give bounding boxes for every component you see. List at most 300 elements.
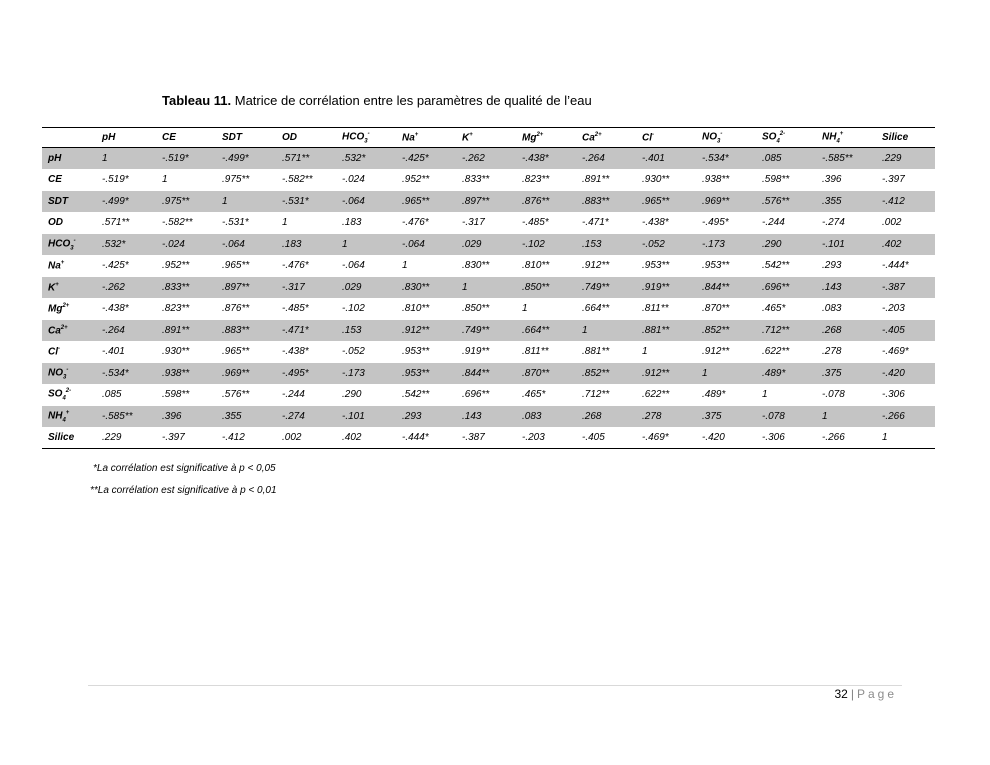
column-header-base: pH (102, 132, 116, 143)
row-label-superscript: + (55, 281, 59, 288)
table-row-sdt (42, 191, 935, 213)
correlation-cell: .881** (582, 346, 610, 358)
correlation-cell: -.401 (636, 148, 696, 170)
correlation-cell: .897** (216, 277, 276, 299)
correlation-cell: .002 (276, 427, 336, 449)
correlation-cell: -.064 (336, 191, 396, 213)
correlation-cell: -.438* (642, 217, 669, 229)
correlation-cell: -.317 (276, 277, 336, 299)
correlation-cell: .852** (696, 320, 756, 342)
correlation-cell: .542** (402, 389, 430, 401)
column-header-base: HCO (342, 131, 365, 143)
correlation-cell: -.064 (396, 234, 456, 256)
correlation-cell: -.476* (282, 260, 309, 272)
correlation-cell: 1 (402, 260, 408, 272)
correlation-cell: .183 (342, 217, 362, 229)
caption-text: Matrice de corrélation entre les paramètres de qualité de l’eau (231, 93, 592, 108)
row-label-superscript: - (73, 237, 76, 244)
row-label (42, 277, 96, 299)
correlation-cell: -.203 (516, 427, 576, 449)
row-label-base: Ca (48, 324, 61, 336)
correlation-cell: .465* (522, 389, 546, 401)
correlation-cell: 1 (696, 363, 756, 385)
table-row-ce (42, 169, 935, 191)
correlation-cell: .622** (762, 346, 790, 358)
correlation-cell: -.499* (216, 148, 276, 170)
correlation-cell: -.102 (342, 303, 365, 315)
page-number: 32 (834, 687, 848, 701)
correlation-cell: -.405 (876, 320, 935, 342)
column-header-superscript: - (367, 130, 370, 137)
correlation-cell: .696** (756, 277, 816, 299)
row-label-superscript: + (65, 409, 70, 416)
correlation-cell: -.425* (102, 260, 129, 272)
row-label (42, 169, 96, 191)
correlation-cell: .290 (756, 234, 816, 256)
row-label (42, 427, 96, 449)
table-row-ca (42, 320, 935, 342)
correlation-cell: .402 (876, 234, 935, 256)
correlation-cell: .891** (582, 174, 610, 186)
row-label-base: NO (48, 366, 63, 378)
correlation-cell: .375 (816, 363, 876, 385)
correlation-cell: 1 (762, 389, 768, 401)
row-label-base: Silice (48, 432, 75, 443)
correlation-cell: .664** (582, 303, 610, 315)
correlation-cell: .396 (822, 174, 842, 186)
correlation-cell: .830** (396, 277, 456, 299)
row-label-base: SO (48, 388, 63, 400)
correlation-cell: -.495* (702, 217, 729, 229)
row-label-subscript: 3 (63, 373, 67, 380)
correlation-cell: .912** (702, 346, 730, 358)
correlation-cell: -.582** (162, 217, 193, 229)
correlation-cell: .571** (102, 217, 130, 229)
correlation-cell: -.101 (336, 406, 396, 428)
row-label (42, 341, 96, 363)
column-header-ca (576, 128, 636, 148)
correlation-cell: -.317 (462, 217, 485, 229)
table-row-so (42, 384, 935, 406)
page-word: Page (856, 687, 897, 701)
correlation-cell: .850** (462, 303, 490, 315)
correlation-cell: -.064 (216, 234, 276, 256)
correlation-cell: .083 (516, 406, 576, 428)
table-row-no (42, 363, 935, 385)
correlation-cell: .278 (636, 406, 696, 428)
correlation-cell: .489* (756, 363, 816, 385)
correlation-cell: -.266 (876, 406, 935, 428)
row-label-superscript: 2- (65, 388, 72, 395)
correlation-cell: -.412 (216, 427, 276, 449)
correlation-cell: .002 (882, 217, 902, 229)
row-label (42, 298, 96, 320)
correlation-cell: -.024 (156, 234, 216, 256)
correlation-cell: 1 (282, 217, 288, 229)
table-row-hco (42, 234, 935, 256)
correlation-cell: 1 (816, 406, 876, 428)
correlation-cell: -.519* (102, 174, 129, 186)
correlation-cell: 1 (162, 174, 168, 186)
column-header-subscript: 3 (364, 138, 368, 145)
correlation-cell: -.420 (876, 363, 935, 385)
correlation-cell: .085 (102, 389, 122, 401)
correlation-cell: -.264 (576, 148, 636, 170)
row-label-superscript: 2+ (60, 324, 68, 331)
table-row-k (42, 277, 935, 299)
correlation-cell: -.469* (636, 427, 696, 449)
correlation-cell: -.438* (102, 303, 129, 315)
correlation-cell: .823** (162, 303, 190, 315)
column-header-od (276, 128, 336, 148)
row-label-superscript: 2+ (62, 303, 70, 310)
correlation-cell: -.531* (222, 217, 249, 229)
correlation-cell: .811** (642, 303, 669, 315)
row-label (42, 212, 96, 234)
correlation-cell: -.203 (882, 303, 905, 315)
row-label-base: Mg (48, 303, 63, 315)
correlation-cell: .749** (576, 277, 636, 299)
column-header-base: NO (702, 131, 717, 143)
correlation-cell: .278 (822, 346, 842, 358)
correlation-cell: -.401 (102, 346, 125, 358)
correlation-cell: .542** (762, 260, 790, 272)
column-header-base: SDT (222, 132, 242, 143)
correlation-cell: .576** (222, 389, 250, 401)
column-header-mg (516, 128, 576, 148)
correlation-cell: -.274 (822, 217, 845, 229)
correlation-cell: .749** (456, 320, 516, 342)
correlation-cell: 1 (456, 277, 516, 299)
correlation-cell: .598** (162, 389, 190, 401)
correlation-cell: -.412 (876, 191, 935, 213)
row-label-subscript: 4 (62, 395, 66, 402)
correlation-cell: .850** (516, 277, 576, 299)
correlation-cell: -.064 (342, 260, 365, 272)
correlation-cell: .881** (636, 320, 696, 342)
column-header-base: Na (402, 132, 415, 144)
correlation-cell: -.471* (276, 320, 336, 342)
column-header-nh (816, 128, 876, 148)
correlation-cell: -.469* (882, 346, 909, 358)
correlation-cell: .532* (96, 234, 156, 256)
correlation-cell: -.266 (816, 427, 876, 449)
correlation-cell: 1 (876, 427, 935, 449)
correlation-cell: .870** (702, 303, 730, 315)
correlation-cell: -.444* (882, 260, 909, 272)
correlation-cell: -.387 (876, 277, 935, 299)
correlation-cell: .489* (702, 389, 726, 401)
correlation-cell: .975** (222, 174, 250, 186)
correlation-cell: -.052 (636, 234, 696, 256)
correlation-cell: -.438* (516, 148, 576, 170)
row-label (42, 320, 96, 342)
correlation-cell: .883** (576, 191, 636, 213)
table-row-od (42, 212, 935, 234)
correlation-cell: -.531* (276, 191, 336, 213)
correlation-cell: .664** (516, 320, 576, 342)
column-header-base: Mg (522, 132, 537, 144)
correlation-cell: .883** (216, 320, 276, 342)
correlation-cell: .965** (222, 260, 250, 272)
correlation-cell: .965** (222, 346, 250, 358)
correlation-cell: .852** (576, 363, 636, 385)
correlation-cell: .396 (156, 406, 216, 428)
column-header-superscript: + (414, 131, 419, 138)
correlation-cell: -.264 (96, 320, 156, 342)
correlation-cell: .930** (162, 346, 190, 358)
correlation-cell: .811** (522, 346, 549, 358)
correlation-cell: .833** (462, 174, 490, 186)
correlation-cell: .919** (462, 346, 490, 358)
correlation-cell: -.499* (96, 191, 156, 213)
column-header-base: CE (162, 132, 176, 143)
significance-note-p05: *La corrélation est significative à p < 0,05 (93, 463, 276, 474)
correlation-cell: 1 (576, 320, 636, 342)
correlation-cell: .953** (702, 260, 730, 272)
row-label-superscript: + (60, 260, 65, 267)
correlation-cell: .870** (516, 363, 576, 385)
correlation-cell: -.585** (96, 406, 156, 428)
correlation-cell: .402 (336, 427, 396, 449)
correlation-cell: -.582** (282, 174, 313, 186)
column-header-subscript: 4 (836, 138, 840, 145)
column-header-superscript: 2- (779, 130, 786, 137)
column-header-base: Ca (582, 132, 595, 144)
column-header-superscript: - (652, 131, 654, 138)
correlation-cell: .969** (696, 191, 756, 213)
column-header-so (756, 128, 816, 148)
table-row-cl (42, 341, 935, 363)
correlation-cell: .953** (396, 363, 456, 385)
row-label (42, 384, 96, 406)
correlation-cell: .532* (336, 148, 396, 170)
correlation-cell: .952** (402, 174, 430, 186)
column-header-superscript: 2+ (594, 131, 602, 138)
correlation-cell: -.173 (336, 363, 396, 385)
correlation-cell: .268 (576, 406, 636, 428)
correlation-cell: -.387 (456, 427, 516, 449)
column-header-no (696, 128, 756, 148)
column-header-cl (636, 128, 696, 148)
table-caption (162, 93, 592, 108)
correlation-cell: 1 (522, 303, 528, 315)
row-label-subscript: 3 (70, 244, 74, 251)
correlation-cell: -.102 (516, 234, 576, 256)
correlation-cell: 1 (642, 346, 648, 358)
column-header-superscript: + (469, 131, 473, 138)
correlation-cell: .229 (96, 427, 156, 449)
correlation-cell: -.244 (282, 389, 305, 401)
correlation-cell: .598** (762, 174, 790, 186)
correlation-cell: 1 (96, 148, 156, 170)
column-header-superscript: 2+ (536, 131, 544, 138)
row-label (42, 234, 96, 256)
correlation-cell: 1 (336, 234, 396, 256)
footer-divider (88, 685, 902, 686)
table-row-mg (42, 298, 935, 320)
row-label-superscript: - (58, 346, 60, 353)
row-label-base: Na (48, 260, 61, 272)
row-label-base: OD (48, 217, 63, 229)
correlation-cell: .953** (642, 260, 670, 272)
page-footer (800, 687, 897, 701)
correlation-cell: .153 (336, 320, 396, 342)
row-label-superscript: - (66, 366, 69, 373)
correlation-cell: -.262 (96, 277, 156, 299)
column-header-base: OD (282, 132, 297, 143)
correlation-cell: .876** (222, 303, 250, 315)
column-header-sdt (216, 128, 276, 148)
correlation-cell: -.476* (402, 217, 429, 229)
correlation-cell: .712** (582, 389, 610, 401)
row-label-base: SDT (48, 195, 68, 207)
correlation-cell: .969** (216, 363, 276, 385)
row-label-base: pH (48, 153, 62, 164)
table-header-row (42, 128, 935, 148)
correlation-cell: -.405 (576, 427, 636, 449)
correlation-cell: .844** (696, 277, 756, 299)
correlation-cell: .938** (702, 174, 730, 186)
correlation-cell: .830** (462, 260, 490, 272)
correlation-cell: .622** (642, 389, 670, 401)
correlation-cell: -.420 (696, 427, 756, 449)
correlation-cell: .953** (402, 346, 430, 358)
correlation-cell: -.274 (276, 406, 336, 428)
correlation-cell: .975** (156, 191, 216, 213)
correlation-cell: 1 (216, 191, 276, 213)
table-notes (90, 462, 277, 506)
correlation-cell: -.024 (342, 174, 365, 186)
row-label (42, 406, 96, 428)
correlation-cell: .952** (162, 260, 190, 272)
row-label-base: K (48, 281, 56, 293)
table-body (42, 148, 935, 449)
table-row-na (42, 255, 935, 277)
correlation-cell: .143 (816, 277, 876, 299)
correlation-cell: -.306 (882, 389, 905, 401)
correlation-cell: -.306 (756, 427, 816, 449)
footer-separator: | (850, 687, 854, 701)
column-header-silice (876, 128, 935, 148)
correlation-cell: -.585** (816, 148, 876, 170)
correlation-cell: .029 (456, 234, 516, 256)
correlation-cell: -.534* (96, 363, 156, 385)
correlation-cell: .876** (516, 191, 576, 213)
correlation-cell: -.262 (456, 148, 516, 170)
correlation-cell: .938** (156, 363, 216, 385)
correlation-cell: .833** (156, 277, 216, 299)
correlation-cell: -.397 (156, 427, 216, 449)
column-header-base: Cl (642, 132, 652, 144)
correlation-cell: .029 (336, 277, 396, 299)
column-header-hco (336, 128, 396, 148)
column-header-base: NH (822, 131, 837, 143)
correlation-matrix-table (42, 127, 935, 449)
correlation-cell: .712** (756, 320, 816, 342)
correlation-cell: .293 (396, 406, 456, 428)
correlation-cell: .576** (756, 191, 816, 213)
correlation-cell: .229 (876, 148, 935, 170)
correlation-cell: -.078 (756, 406, 816, 428)
correlation-cell: .571** (276, 148, 336, 170)
row-label (42, 363, 96, 385)
correlation-cell: .083 (822, 303, 842, 315)
correlation-cell: .912** (396, 320, 456, 342)
correlation-cell: -.101 (816, 234, 876, 256)
correlation-cell: -.519* (156, 148, 216, 170)
column-header-base: K (462, 132, 470, 144)
row-label (42, 255, 96, 277)
column-header-k (456, 128, 516, 148)
correlation-cell: -.425* (396, 148, 456, 170)
correlation-cell: .085 (756, 148, 816, 170)
row-label-base: Cl (48, 346, 58, 358)
correlation-cell: .465* (762, 303, 786, 315)
correlation-cell: .183 (276, 234, 336, 256)
correlation-cell: -.052 (342, 346, 365, 358)
correlation-cell: .897** (456, 191, 516, 213)
row-label (42, 191, 96, 213)
correlation-cell: .696** (462, 389, 490, 401)
correlation-cell: .891** (156, 320, 216, 342)
correlation-cell: .293 (822, 260, 842, 272)
column-header-subscript: 3 (717, 138, 721, 145)
row-label-base: CE (48, 174, 62, 186)
column-header-ph (96, 128, 156, 148)
column-header-base: SO (762, 131, 777, 143)
correlation-cell: -.534* (696, 148, 756, 170)
significance-note-p01: **La corrélation est significative à p < 0,01 (90, 485, 277, 496)
correlation-cell: -.495* (276, 363, 336, 385)
correlation-cell: -.438* (282, 346, 309, 358)
table-row-silice (42, 427, 935, 449)
table-row-nh (42, 406, 935, 428)
caption-lead: Tableau 11. (162, 93, 232, 108)
correlation-cell: .355 (216, 406, 276, 428)
correlation-cell: -.471* (582, 217, 609, 229)
correlation-cell: .290 (342, 389, 362, 401)
row-label-base: HCO (48, 237, 71, 249)
correlation-cell: .810** (522, 260, 550, 272)
correlation-cell: -.485* (282, 303, 309, 315)
correlation-cell: .912** (582, 260, 610, 272)
correlation-cell: -.485* (522, 217, 549, 229)
correlation-cell: .965** (396, 191, 456, 213)
row-label-base: NH (48, 409, 63, 421)
correlation-cell: -.244 (762, 217, 785, 229)
correlation-cell: .355 (816, 191, 876, 213)
header-corner-cell (42, 128, 96, 148)
column-header-subscript: 4 (776, 138, 780, 145)
correlation-cell: .153 (576, 234, 636, 256)
row-label (42, 148, 96, 170)
correlation-cell: .930** (642, 174, 670, 186)
correlation-cell: .143 (456, 406, 516, 428)
column-header-ce (156, 128, 216, 148)
correlation-cell: .965** (636, 191, 696, 213)
correlation-cell: -.397 (882, 174, 905, 186)
column-header-superscript: + (839, 130, 844, 137)
correlation-cell: .919** (636, 277, 696, 299)
correlation-cell: .823** (522, 174, 550, 186)
correlation-cell: .810** (402, 303, 430, 315)
column-header-superscript: - (720, 130, 723, 137)
correlation-cell: .375 (696, 406, 756, 428)
correlation-cell: .268 (816, 320, 876, 342)
row-label-subscript: 4 (62, 416, 66, 423)
column-header-na (396, 128, 456, 148)
